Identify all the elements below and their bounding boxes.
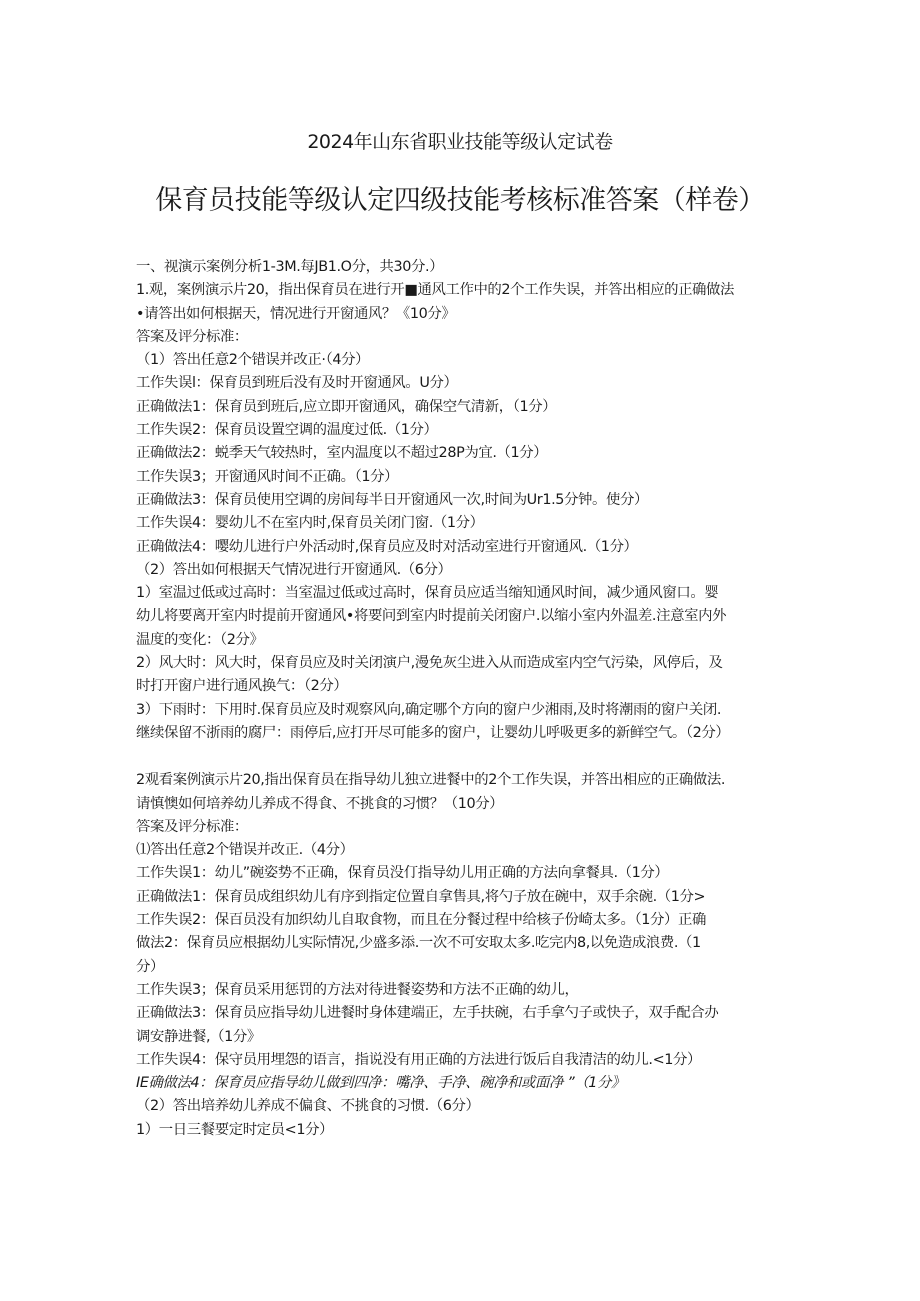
answer-line: 正确做法1：保育员到班后,应立即开窗通风，确保空气清新，（1分）: [136, 398, 557, 415]
exam-subtitle: 2024年山东省职业技能等级认定试卷: [307, 131, 613, 153]
answer-line: 1）室温过低或过高时：当室温过低或过高时，保育员应适当缩知通风时间，减少通风窗口。婴: [136, 585, 719, 602]
answer-line: IE确做法4：保育员应指导幼儿做到四净：嘴净、手净、碗净和或面净 ”（1分》: [136, 1075, 625, 1092]
answer-line: 分）: [136, 958, 164, 975]
answer-line: 正确做法3：保育员应指导幼儿进餐时身体建端正，左手扶碗，右手拿勺子或快子，双手配合办: [136, 1005, 719, 1022]
answer-line: 调安静进餐,（1分》: [136, 1028, 261, 1045]
subsection-heading: ⑴答出任意2个错误并改正.（4分）: [136, 842, 354, 859]
answer-line: 工作失误4：婴幼儿不在室内时,保育员关闭门窗.（1分）: [136, 515, 484, 532]
subsection-heading: （1）答出任意2个错误并改正·（4分）: [136, 352, 370, 369]
answer-line: 工作失误3；保育员采用惩罚的方法对待进餐姿势和方法不正确的幼儿，: [136, 981, 579, 998]
answer-line: 工作失误1：幼儿”碗姿势不正确，保育员没仃指导幼儿用正确的方法向拿餐具.（1分）: [136, 865, 669, 882]
answer-line: 2）风大时：风大时，保育员应及时关闭演户,漫免灰尘进入从而造成室内空气污染，风停后，及: [136, 655, 723, 672]
answer-line: 做法2：保育员应根据幼儿实际情况,少盛多添.一次不可安取太多.吃完内8,以免造成浪费.（1: [136, 935, 701, 952]
answer-line: 幼儿将要离开室内时提前开窗通风•将要问到室内时提前关闭窗户.以缩小室内外温差.注意室内外: [136, 608, 727, 625]
answer-line: 正确做法1：保育员成组织幼儿有序到指定位置自拿售具,将勺子放在碗中，双手余碗.（1分>: [136, 888, 706, 905]
answer-line: 正确做法3：保育员使用空调的房间每半日开窗通风一次,时间为Ur1.5分钟。使分）: [136, 491, 648, 508]
answer-line: 时打开窗户进行通风换气：（2分）: [136, 678, 348, 695]
answer-line: 1）一日三餐要定时定员<1分）: [136, 1121, 334, 1138]
answer-line: 正确做法4：嘤幼儿进行户外活动时,保育员应及时对活动室进行开窗通风.（1分）: [136, 538, 638, 555]
question-1-text: 1.观，案例演示片20，指出保育员在进行开■通风工作中的2个工作失误，并答出相应的正确做法: [136, 282, 735, 299]
answer-label: 答案及评分标准：: [136, 328, 248, 345]
section-heading: 一、视演示案例分析1-3M.每JB1.O分，共30分.）: [136, 259, 444, 275]
answer-line: 3）下雨时：下用时.保育员应及时观察风向,确定哪个方向的窗户少湘雨,及时将潮雨的窗户关闭.: [136, 701, 722, 718]
document-title: 保育员技能等级认定四级技能考核标准答案（样卷）: [155, 185, 765, 216]
answer-line: 继续保留不浙雨的腐尸：雨停后,应打开尽可能多的窗户，让婴幼儿呼吸更多的新鲜空气。（2分）: [136, 724, 730, 741]
answer-label: 答案及评分标准：: [136, 818, 248, 835]
answer-line: 工作失误4：保守员用埋怨的语言，指说没有用正确的方法进行饭后自我清洁的幼儿.<1分）: [136, 1051, 701, 1068]
answer-line: 工作失误3；开窗通风时间不正确。（1分）: [136, 468, 399, 485]
answer-line: 正确做法2：蜕季天气较热时，室内温度以不超过28P为宜.（1分）: [136, 445, 548, 462]
subsection-heading: （2）答出如何根据天气情况进行开窗通风.（6分）: [136, 561, 452, 578]
blank-line: [136, 745, 788, 769]
answer-line: 工作失误2：保育员设置空调的温度过低.（1分）: [136, 422, 438, 439]
subsection-heading: （2）答出培养幼儿养成不偏食、不挑食的习惯.（6分）: [136, 1098, 480, 1115]
question-2-text: 2观看案例演示片20,指出保育员在指导幼儿独立进餐中的2个工作失误，并答出相应的正确做法.: [136, 772, 726, 789]
question-2-text: 请慎懊如何培养幼儿养成不得食、不挑食的习惯？（10分）: [136, 795, 504, 812]
question-1-text: •请答出如何根据天，情况进行开窗通风？《10分》: [136, 305, 456, 322]
answer-line: 工作失误l：保育员到班后没有及时开窗通风。U分）: [136, 375, 458, 392]
answer-body: [136, 256, 788, 1142]
answer-line: 工作失误2：保百员没有加织幼儿自取食物，而且在分餐过程中给核子份崎太多。（1分）正确: [136, 912, 706, 929]
answer-line: 温度的变化：（2分》: [136, 631, 264, 648]
